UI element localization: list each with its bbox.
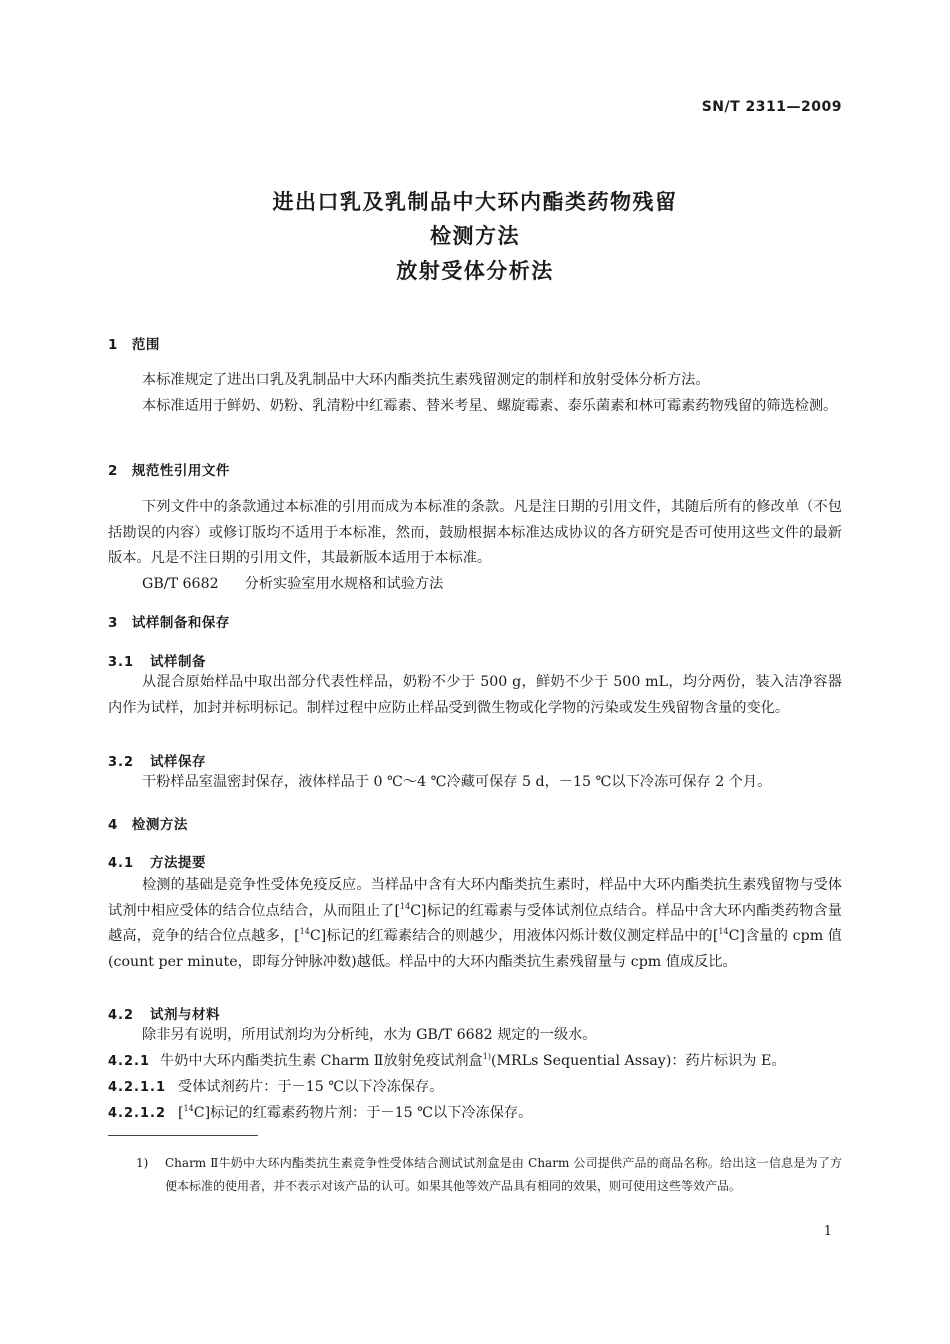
section-number: 2	[108, 463, 118, 479]
text-run: 牛奶中大环内酯类抗生素 Charm Ⅱ放射免疫试剂盒	[160, 1053, 483, 1069]
clause-4-2-1	[108, 1050, 786, 1070]
reference-code: GB/T 6682	[142, 576, 219, 592]
section-4-2-heading	[108, 1003, 220, 1023]
subsection-number: 3.1	[108, 655, 135, 670]
footnote-reference[interactable]: 1)	[482, 1052, 491, 1061]
clause-number: 4.2.1.1	[108, 1080, 166, 1095]
section-1-paragraph-1: 本标准规定了进出口乳及乳制品中大环内酯类抗生素残留测定的制样和放射受体分析方法。	[142, 372, 710, 388]
title-line-3: 放射受体分析法	[396, 259, 554, 283]
isotope-superscript: 14	[183, 1104, 194, 1113]
section-number: 4	[108, 817, 118, 833]
section-3-heading	[108, 611, 230, 631]
section-3-1-paragraph: 从混合原始样品中取出部分代表性样品，奶粉不少于 500 g，鲜奶不少于 500 mL，均分两份，装入洁净容器内作为试样，加封并标明标记。制样过程中应防止样品受到微生物或化学物的污染或发生残留物含量的变化。	[108, 674, 842, 716]
text-run: 检测的基础是竞争性受体免疫反应。当样品中含有大环内酯类抗生素时，样品中大环内酯类抗生素残留物与受体试剂中相应受体的结合位点结合，从而阻止了[	[108, 877, 842, 919]
clause-4-2-1-1	[108, 1076, 443, 1096]
text-run: C]标记的红霉素药物片剂：于－15 ℃以下冷冻保存。	[193, 1105, 533, 1121]
section-title: 检测方法	[131, 817, 188, 833]
section-4-2-paragraph: 除非另有说明，所用试剂均为分析纯，水为 GB/T 6682 规定的一级水。	[142, 1027, 597, 1043]
footnote-mark: 1)	[136, 1156, 149, 1170]
text-run: C]标记的红霉素与受体试剂位点结合。样品中含大环内酯类药物含量越高，竞争的结合位点越多，[	[108, 902, 842, 944]
subsection-number: 3.2	[108, 755, 135, 770]
subsection-number: 4.2	[108, 1008, 135, 1023]
page-number: 1	[823, 1224, 832, 1239]
section-4-1-paragraph	[108, 873, 842, 975]
title-line-2: 检测方法	[430, 224, 520, 248]
subsection-number: 4.1	[108, 856, 135, 871]
subsection-title: 试样保存	[150, 754, 207, 770]
section-3-2-heading	[108, 750, 206, 770]
section-2-heading	[108, 459, 230, 479]
footnote-text: Charm Ⅱ牛奶中大环内酯类抗生素竞争性受体结合测试试剂盒是由 Charm 公司提供产品的商品名称。给出这一信息是为了方便本标准的使用者，并不表示对该产品的认可。如果其他等效产品具有相同的效果，则可使用这些等效产品。	[165, 1156, 842, 1193]
title-line-1: 进出口乳及乳制品中大环内酯类药物残留	[272, 190, 678, 214]
subsection-title: 试样制备	[150, 654, 207, 670]
text-run: [	[178, 1105, 184, 1121]
text-run: C]含量的 cpm 值(count per minute，即每分钟脉冲数)越低。样品中的大环内酯类抗生素残留量与 cpm 值成反比。	[108, 928, 842, 970]
reference-title: 分析实验室用水规格和试验方法	[244, 576, 444, 592]
text-run: (MRLs Sequential Assay)：药片标识为 E。	[490, 1053, 786, 1069]
section-4-heading	[108, 813, 188, 833]
section-number: 3	[108, 615, 118, 631]
section-2-paragraph: 下列文件中的条款通过本标准的引用而成为本标准的条款。凡是注日期的引用文件，其随后所有的修改单（不包括勘误的内容）或修订版均不适用于本标准，然而，鼓励根据本标准达成协议的各方研究是否可使用这些文件的最新版本。凡是不注日期的引用文件，其最新版本适用于本标准。	[108, 499, 842, 566]
section-number: 1	[108, 337, 118, 353]
section-title: 规范性引用文件	[131, 463, 230, 479]
section-1-heading	[108, 333, 160, 353]
section-4-1-heading	[108, 851, 206, 871]
clause-number: 4.2.1.2	[108, 1106, 166, 1121]
text-run: C]标记的红霉素结合的则越少，用液体闪烁计数仪测定样品中的[	[309, 928, 719, 944]
section-title: 试样制备和保存	[131, 615, 230, 631]
isotope-superscript: 14	[299, 927, 310, 936]
clause-4-2-1-2	[108, 1102, 532, 1122]
isotope-superscript: 14	[718, 927, 729, 936]
isotope-superscript: 14	[400, 901, 411, 911]
subsection-title: 试剂与材料	[150, 1007, 221, 1023]
section-3-2-paragraph: 干粉样品室温密封保存，液体样品于 0 ℃～4 ℃冷藏可保存 5 d，－15 ℃以下冷冻可保存 2 个月。	[142, 774, 772, 790]
clause-number: 4.2.1	[108, 1054, 151, 1069]
section-title: 范围	[131, 337, 160, 353]
section-3-1-heading	[108, 650, 206, 670]
footnote-divider	[108, 1135, 258, 1136]
standard-number: SN/T 2311—2009	[701, 99, 842, 115]
text-run: 受体试剂药片：于－15 ℃以下冷冻保存。	[178, 1079, 444, 1095]
normative-reference	[142, 573, 443, 593]
section-1-paragraph-2: 本标准适用于鲜奶、奶粉、乳清粉中红霉素、替米考星、螺旋霉素、泰乐菌素和林可霉素药物残留的筛选检测。	[142, 398, 838, 414]
subsection-title: 方法提要	[150, 855, 207, 871]
